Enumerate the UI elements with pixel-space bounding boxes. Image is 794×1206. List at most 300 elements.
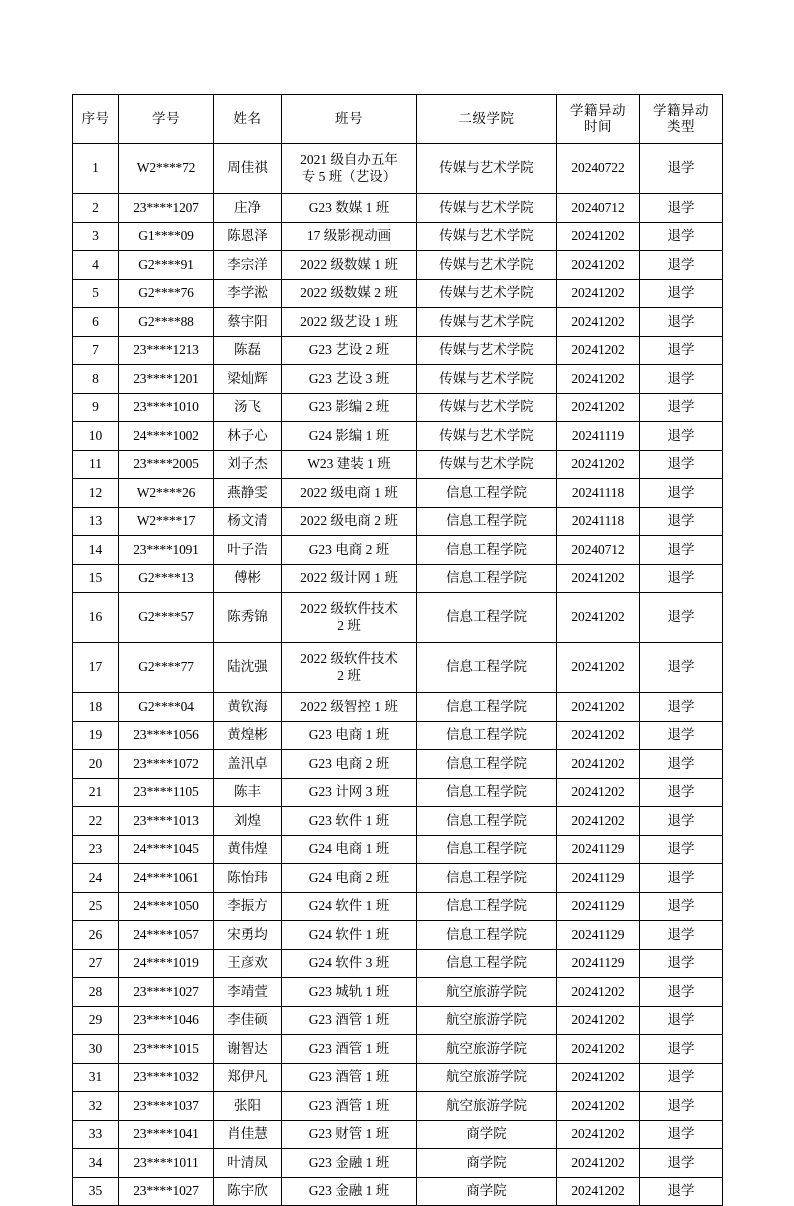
cell-index: 4 [73, 251, 119, 280]
table-row [73, 144, 723, 194]
cell-change-type: 退学 [640, 194, 723, 223]
cell-student-id: 23****1027 [119, 1177, 214, 1206]
table-row [73, 1092, 723, 1121]
cell-college: 信息工程学院 [417, 564, 557, 593]
cell-change-type: 退学 [640, 978, 723, 1007]
cell-class: G23 软件 1 班 [282, 807, 417, 836]
column-header-change-date-line2: 时间 [584, 119, 612, 134]
cell-college: 传媒与艺术学院 [417, 336, 557, 365]
cell-college: 航空旅游学院 [417, 1092, 557, 1121]
cell-college: 商学院 [417, 1120, 557, 1149]
cell-college: 传媒与艺术学院 [417, 222, 557, 251]
cell-college: 信息工程学院 [417, 536, 557, 565]
table-row [73, 807, 723, 836]
cell-college: 商学院 [417, 1177, 557, 1206]
column-header-name: 姓名 [214, 95, 282, 144]
cell-change-type: 退学 [640, 721, 723, 750]
cell-name: 叶子浩 [214, 536, 282, 565]
cell-college: 信息工程学院 [417, 479, 557, 508]
cell-class-line1: 2021 级自办五年 [300, 152, 398, 168]
cell-name: 黄钦海 [214, 693, 282, 722]
cell-index: 1 [73, 144, 119, 194]
cell-class: G24 软件 3 班 [282, 949, 417, 978]
cell-change-type: 退学 [640, 479, 723, 508]
cell-change-date: 20241202 [557, 251, 640, 280]
cell-class-line1: 2022 级软件技术 [300, 651, 398, 667]
cell-student-id: 24****1045 [119, 835, 214, 864]
cell-student-id: W2****72 [119, 144, 214, 194]
cell-class [282, 593, 417, 643]
cell-change-date: 20241202 [557, 1120, 640, 1149]
cell-student-id: G2****91 [119, 251, 214, 280]
table-row [73, 750, 723, 779]
cell-class-line2: 2 班 [337, 667, 361, 683]
cell-name: 汤飞 [214, 393, 282, 422]
cell-change-type: 退学 [640, 450, 723, 479]
cell-class: 2022 级电商 2 班 [282, 507, 417, 536]
cell-change-type: 退学 [640, 1149, 723, 1178]
cell-student-id: G2****13 [119, 564, 214, 593]
cell-change-type: 退学 [640, 1063, 723, 1092]
cell-change-date: 20241202 [557, 1177, 640, 1206]
cell-change-date: 20241202 [557, 643, 640, 693]
cell-class: G24 软件 1 班 [282, 892, 417, 921]
cell-name: 陈怡玮 [214, 864, 282, 893]
cell-class: G23 影编 2 班 [282, 393, 417, 422]
cell-class: 2022 级智控 1 班 [282, 693, 417, 722]
column-header-change-type [640, 95, 723, 144]
table-row [73, 921, 723, 950]
cell-name: 陈秀锦 [214, 593, 282, 643]
cell-change-date: 20241202 [557, 365, 640, 394]
cell-student-id: 24****1057 [119, 921, 214, 950]
cell-change-date: 20241202 [557, 279, 640, 308]
cell-class: G23 酒管 1 班 [282, 1035, 417, 1064]
cell-class-line2: 2 班 [337, 617, 361, 633]
cell-change-date: 20241202 [557, 222, 640, 251]
cell-change-date: 20241129 [557, 835, 640, 864]
cell-change-date: 20241129 [557, 949, 640, 978]
cell-student-id: 23****1011 [119, 1149, 214, 1178]
cell-name: 李宗洋 [214, 251, 282, 280]
cell-class [282, 144, 417, 194]
cell-change-type: 退学 [640, 336, 723, 365]
table-row [73, 1035, 723, 1064]
cell-index: 16 [73, 593, 119, 643]
cell-change-date: 20241202 [557, 1092, 640, 1121]
cell-name: 刘子杰 [214, 450, 282, 479]
cell-student-id: 23****1010 [119, 393, 214, 422]
cell-change-type: 退学 [640, 864, 723, 893]
column-header-change-date [557, 95, 640, 144]
table-row [73, 1006, 723, 1035]
cell-class: G23 电商 1 班 [282, 721, 417, 750]
cell-change-date: 20241118 [557, 507, 640, 536]
cell-index: 17 [73, 643, 119, 693]
table-row [73, 593, 723, 643]
table-row [73, 778, 723, 807]
table-row [73, 949, 723, 978]
cell-change-type: 退学 [640, 778, 723, 807]
cell-index: 14 [73, 536, 119, 565]
cell-student-id: 23****1013 [119, 807, 214, 836]
cell-class: G24 电商 1 班 [282, 835, 417, 864]
cell-change-type: 退学 [640, 750, 723, 779]
cell-change-type: 退学 [640, 507, 723, 536]
cell-student-id: 23****1091 [119, 536, 214, 565]
cell-college: 航空旅游学院 [417, 1035, 557, 1064]
cell-index: 15 [73, 564, 119, 593]
cell-change-type: 退学 [640, 564, 723, 593]
cell-student-id: 24****1002 [119, 422, 214, 451]
cell-class: G23 数媒 1 班 [282, 194, 417, 223]
table-row [73, 393, 723, 422]
table-row [73, 1177, 723, 1206]
cell-class: G23 金融 1 班 [282, 1177, 417, 1206]
cell-name: 谢智达 [214, 1035, 282, 1064]
column-header-change-type-line2: 类型 [667, 119, 695, 134]
cell-class: 2022 级数媒 2 班 [282, 279, 417, 308]
cell-name: 李佳硕 [214, 1006, 282, 1035]
cell-change-date: 20241202 [557, 693, 640, 722]
cell-change-date: 20241129 [557, 864, 640, 893]
cell-name: 陈磊 [214, 336, 282, 365]
cell-student-id: 23****1015 [119, 1035, 214, 1064]
cell-index: 12 [73, 479, 119, 508]
cell-student-id: W2****26 [119, 479, 214, 508]
cell-index: 34 [73, 1149, 119, 1178]
cell-change-type: 退学 [640, 251, 723, 280]
cell-index: 27 [73, 949, 119, 978]
cell-change-date: 20241202 [557, 1006, 640, 1035]
cell-class: G23 艺设 3 班 [282, 365, 417, 394]
cell-college: 传媒与艺术学院 [417, 279, 557, 308]
cell-change-type: 退学 [640, 1092, 723, 1121]
cell-index: 33 [73, 1120, 119, 1149]
cell-college: 传媒与艺术学院 [417, 365, 557, 394]
student-status-change-table [72, 94, 723, 1206]
cell-index: 3 [73, 222, 119, 251]
cell-class: G24 电商 2 班 [282, 864, 417, 893]
table-row [73, 835, 723, 864]
cell-college: 信息工程学院 [417, 921, 557, 950]
cell-change-date: 20241129 [557, 921, 640, 950]
cell-student-id: 23****1213 [119, 336, 214, 365]
cell-class [282, 643, 417, 693]
cell-class: G23 酒管 1 班 [282, 1006, 417, 1035]
column-header-college: 二级学院 [417, 95, 557, 144]
cell-college: 信息工程学院 [417, 750, 557, 779]
cell-college: 信息工程学院 [417, 892, 557, 921]
cell-college: 信息工程学院 [417, 507, 557, 536]
cell-change-type: 退学 [640, 1120, 723, 1149]
cell-change-type: 退学 [640, 593, 723, 643]
cell-change-date: 20241202 [557, 336, 640, 365]
cell-name: 叶清凤 [214, 1149, 282, 1178]
cell-name: 林子心 [214, 422, 282, 451]
cell-student-id: 23****1207 [119, 194, 214, 223]
cell-index: 18 [73, 693, 119, 722]
cell-change-type: 退学 [640, 835, 723, 864]
cell-change-date: 20241202 [557, 750, 640, 779]
cell-class: 17 级影视动画 [282, 222, 417, 251]
cell-change-type: 退学 [640, 892, 723, 921]
column-header-class: 班号 [282, 95, 417, 144]
table-row [73, 721, 723, 750]
cell-college: 信息工程学院 [417, 693, 557, 722]
cell-class: 2022 级电商 1 班 [282, 479, 417, 508]
cell-college: 航空旅游学院 [417, 1063, 557, 1092]
cell-college: 传媒与艺术学院 [417, 194, 557, 223]
table-row [73, 279, 723, 308]
cell-name: 肖佳慧 [214, 1120, 282, 1149]
table-row [73, 1120, 723, 1149]
cell-change-date: 20241202 [557, 807, 640, 836]
cell-index: 21 [73, 778, 119, 807]
cell-college: 传媒与艺术学院 [417, 308, 557, 337]
table-header-row [73, 95, 723, 144]
cell-college: 信息工程学院 [417, 807, 557, 836]
cell-class: 2022 级艺设 1 班 [282, 308, 417, 337]
cell-index: 8 [73, 365, 119, 394]
cell-student-id: 23****1032 [119, 1063, 214, 1092]
cell-college: 信息工程学院 [417, 778, 557, 807]
cell-name: 宋勇均 [214, 921, 282, 950]
cell-index: 25 [73, 892, 119, 921]
cell-student-id: 23****1105 [119, 778, 214, 807]
table-header [73, 95, 723, 144]
cell-college: 信息工程学院 [417, 835, 557, 864]
cell-change-date: 20240712 [557, 536, 640, 565]
table-body [73, 144, 723, 1206]
cell-index: 22 [73, 807, 119, 836]
cell-index: 35 [73, 1177, 119, 1206]
table-row [73, 450, 723, 479]
table-row [73, 1063, 723, 1092]
cell-change-date: 20241118 [557, 479, 640, 508]
cell-index: 13 [73, 507, 119, 536]
cell-name: 燕静雯 [214, 479, 282, 508]
cell-college: 传媒与艺术学院 [417, 450, 557, 479]
cell-change-type: 退学 [640, 693, 723, 722]
cell-class: G23 财管 1 班 [282, 1120, 417, 1149]
cell-index: 26 [73, 921, 119, 950]
cell-class: G23 金融 1 班 [282, 1149, 417, 1178]
table-row [73, 479, 723, 508]
cell-index: 7 [73, 336, 119, 365]
cell-change-type: 退学 [640, 222, 723, 251]
cell-index: 11 [73, 450, 119, 479]
table-row [73, 1149, 723, 1178]
cell-change-date: 20241202 [557, 978, 640, 1007]
cell-class: 2022 级数媒 1 班 [282, 251, 417, 280]
cell-name: 刘煌 [214, 807, 282, 836]
cell-change-type: 退学 [640, 422, 723, 451]
cell-name: 郑伊凡 [214, 1063, 282, 1092]
cell-class: G23 酒管 1 班 [282, 1063, 417, 1092]
cell-student-id: 23****1046 [119, 1006, 214, 1035]
cell-name: 盖汛卓 [214, 750, 282, 779]
table-row [73, 422, 723, 451]
cell-index: 30 [73, 1035, 119, 1064]
cell-name: 李靖萱 [214, 978, 282, 1007]
table-row [73, 251, 723, 280]
cell-class: 2022 级计网 1 班 [282, 564, 417, 593]
cell-student-id: 24****1061 [119, 864, 214, 893]
cell-student-id: G2****76 [119, 279, 214, 308]
cell-name: 陈宇欣 [214, 1177, 282, 1206]
cell-index: 6 [73, 308, 119, 337]
table-row [73, 507, 723, 536]
cell-class-line1: 2022 级软件技术 [300, 601, 398, 617]
column-header-student-id: 学号 [119, 95, 214, 144]
cell-change-type: 退学 [640, 536, 723, 565]
cell-class: G24 影编 1 班 [282, 422, 417, 451]
cell-change-date: 20241202 [557, 721, 640, 750]
cell-student-id: G2****88 [119, 308, 214, 337]
cell-student-id: 23****1072 [119, 750, 214, 779]
cell-college: 传媒与艺术学院 [417, 251, 557, 280]
table-row [73, 978, 723, 1007]
cell-index: 19 [73, 721, 119, 750]
cell-change-date: 20241202 [557, 393, 640, 422]
cell-change-type: 退学 [640, 807, 723, 836]
cell-college: 传媒与艺术学院 [417, 144, 557, 194]
cell-name: 杨文清 [214, 507, 282, 536]
cell-class: G23 艺设 2 班 [282, 336, 417, 365]
cell-college: 传媒与艺术学院 [417, 422, 557, 451]
table-row [73, 564, 723, 593]
table-row [73, 892, 723, 921]
cell-name: 黄煌彬 [214, 721, 282, 750]
cell-college: 信息工程学院 [417, 864, 557, 893]
cell-change-date: 20241129 [557, 892, 640, 921]
cell-change-date: 20241202 [557, 1149, 640, 1178]
cell-change-date: 20241202 [557, 593, 640, 643]
table-row [73, 365, 723, 394]
cell-change-date: 20241202 [557, 1035, 640, 1064]
cell-student-id: 23****1037 [119, 1092, 214, 1121]
cell-student-id: 23****1201 [119, 365, 214, 394]
table-row [73, 308, 723, 337]
cell-college: 航空旅游学院 [417, 978, 557, 1007]
cell-name: 傅彬 [214, 564, 282, 593]
cell-student-id: G2****04 [119, 693, 214, 722]
cell-change-type: 退学 [640, 1006, 723, 1035]
cell-name: 陆沈强 [214, 643, 282, 693]
cell-student-id: 23****1027 [119, 978, 214, 1007]
column-header-change-type-line1: 学籍异动 [653, 102, 709, 118]
cell-name: 李振方 [214, 892, 282, 921]
cell-college: 信息工程学院 [417, 949, 557, 978]
cell-index: 31 [73, 1063, 119, 1092]
cell-index: 32 [73, 1092, 119, 1121]
cell-change-date: 20240712 [557, 194, 640, 223]
cell-student-id: 23****1056 [119, 721, 214, 750]
cell-name: 庄净 [214, 194, 282, 223]
cell-name: 陈恩泽 [214, 222, 282, 251]
cell-index: 10 [73, 422, 119, 451]
table-row [73, 222, 723, 251]
cell-college: 商学院 [417, 1149, 557, 1178]
cell-class: G23 电商 2 班 [282, 536, 417, 565]
cell-index: 20 [73, 750, 119, 779]
cell-college: 信息工程学院 [417, 643, 557, 693]
cell-name: 黄伟煌 [214, 835, 282, 864]
cell-name: 张阳 [214, 1092, 282, 1121]
table-row [73, 693, 723, 722]
cell-class-line2: 专 5 班（艺设） [301, 168, 397, 184]
cell-change-type: 退学 [640, 1035, 723, 1064]
cell-student-id: W2****17 [119, 507, 214, 536]
cell-change-date: 20241202 [557, 450, 640, 479]
cell-index: 9 [73, 393, 119, 422]
cell-student-id: G2****77 [119, 643, 214, 693]
cell-change-type: 退学 [640, 643, 723, 693]
cell-name: 周佳祺 [214, 144, 282, 194]
cell-index: 23 [73, 835, 119, 864]
cell-change-date: 20241202 [557, 564, 640, 593]
cell-student-id: G2****57 [119, 593, 214, 643]
column-header-change-date-line1: 学籍异动 [570, 102, 626, 118]
table-row [73, 336, 723, 365]
cell-index: 29 [73, 1006, 119, 1035]
cell-college: 航空旅游学院 [417, 1006, 557, 1035]
cell-class: W23 建装 1 班 [282, 450, 417, 479]
cell-index: 2 [73, 194, 119, 223]
cell-change-type: 退学 [640, 949, 723, 978]
cell-name: 陈丰 [214, 778, 282, 807]
column-header-index: 序号 [73, 95, 119, 144]
cell-class: G23 电商 2 班 [282, 750, 417, 779]
cell-student-id: G1****09 [119, 222, 214, 251]
table-row [73, 194, 723, 223]
cell-change-date: 20240722 [557, 144, 640, 194]
cell-class: G23 酒管 1 班 [282, 1092, 417, 1121]
cell-change-date: 20241202 [557, 778, 640, 807]
cell-class: G24 软件 1 班 [282, 921, 417, 950]
cell-class: G23 城轨 1 班 [282, 978, 417, 1007]
cell-index: 28 [73, 978, 119, 1007]
cell-index: 24 [73, 864, 119, 893]
table-row [73, 643, 723, 693]
cell-change-date: 20241119 [557, 422, 640, 451]
cell-change-type: 退学 [640, 279, 723, 308]
cell-student-id: 23****2005 [119, 450, 214, 479]
cell-student-id: 24****1019 [119, 949, 214, 978]
cell-change-type: 退学 [640, 308, 723, 337]
cell-change-type: 退学 [640, 921, 723, 950]
cell-college: 信息工程学院 [417, 721, 557, 750]
table-row [73, 536, 723, 565]
cell-name: 李学淞 [214, 279, 282, 308]
cell-change-type: 退学 [640, 144, 723, 194]
cell-change-date: 20241202 [557, 308, 640, 337]
cell-name: 梁灿辉 [214, 365, 282, 394]
cell-change-type: 退学 [640, 393, 723, 422]
cell-index: 5 [73, 279, 119, 308]
cell-change-date: 20241202 [557, 1063, 640, 1092]
cell-class: G23 计网 3 班 [282, 778, 417, 807]
cell-change-type: 退学 [640, 1177, 723, 1206]
cell-name: 王彦欢 [214, 949, 282, 978]
cell-college: 信息工程学院 [417, 593, 557, 643]
cell-name: 蔡宇阳 [214, 308, 282, 337]
table-row [73, 864, 723, 893]
cell-change-type: 退学 [640, 365, 723, 394]
cell-student-id: 23****1041 [119, 1120, 214, 1149]
cell-college: 传媒与艺术学院 [417, 393, 557, 422]
